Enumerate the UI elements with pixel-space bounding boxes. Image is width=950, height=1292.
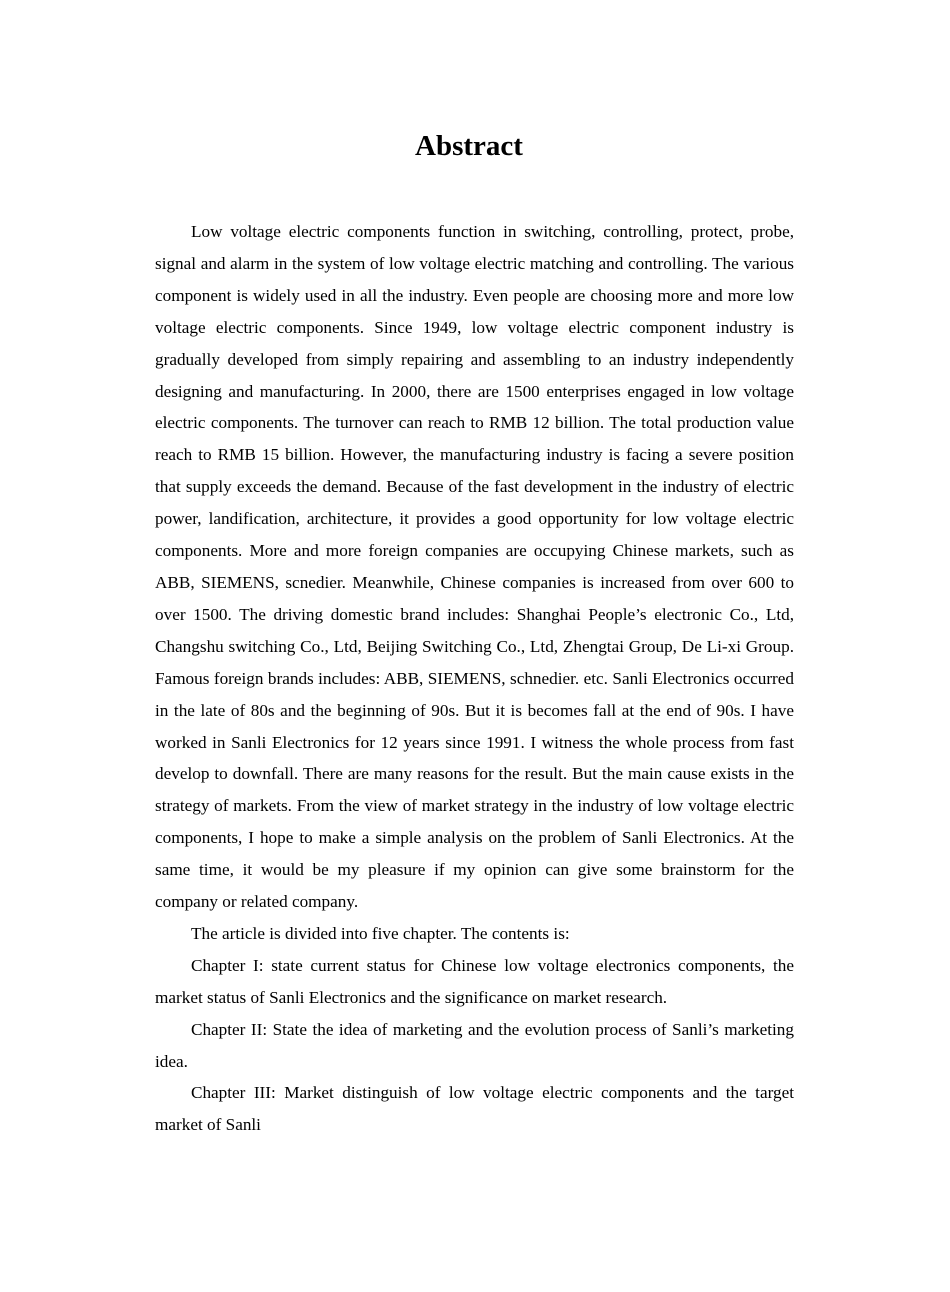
paragraph-intro: Low voltage electric components function in switching, controlling, protect, probe, signal and alarm in the system of low voltage electric matching and controlling. The various component is widely used in all the industry. Even people are choosing more and more low voltage electric components. Since 1949, low voltage electric component industry is gradually developed from simply repairing and assembling to an industry independently designing and manufacturing. In 2000, there are 1500 enterprises engaged in low voltage electric components. The turnover can reach to RMB 12 billion. The total production value reach to RMB 15 billion. However, the manufacturing industry is facing a severe position that supply exceeds the demand. Because of the fast development in the industry of electric power, landification, architecture, it provides a good opportunity for low voltage electric components. More and more foreign companies are occupying Chinese markets, such as ABB, SIEMENS, scnedier. Meanwhile, Chinese companies is increased from over 600 to over 1500. The driving domestic brand includes: Shanghai People’s electronic Co., Ltd, Changshu switching Co., Ltd, Beijing Switching Co., Ltd, Zhengtai Group, De Li-xi Group. Famous foreign brands includes: ABB, SIEMENS, schnedier. etc. Sanli Electronics occurred in the late of 80s and the beginning of 90s. But it is becomes fall at the end of 90s. I have worked in Sanli Electronics for 12 years since 1991. I witness the whole process from fast develop to downfall. There are many reasons for the result. But the main cause exists in the strategy of markets. From the view of market strategy in the industry of low voltage electric components, I hope to make a simple analysis on the problem of Sanli Electronics. At the same time, it would be my pleasure if my opinion can give some brainstorm for the company or related company. <box>155 222 794 912</box>
page-title: Abstract <box>415 130 523 162</box>
paragraph-chapter-1: Chapter I: state current status for Chinese low voltage electronics components, the market status of Sanli Electronics and the significance on market research. <box>155 955 794 1007</box>
paragraph-chapter-3: Chapter III: Market distinguish of low voltage electric components and the target market of Sanli <box>155 1083 794 1135</box>
abstract-body <box>155 216 794 1141</box>
paragraph-structure: The article is divided into five chapter. The contents is: <box>191 923 570 943</box>
paragraph-chapter-2: Chapter II: State the idea of marketing and the evolution process of Sanli’s marketing idea. <box>155 1019 794 1071</box>
